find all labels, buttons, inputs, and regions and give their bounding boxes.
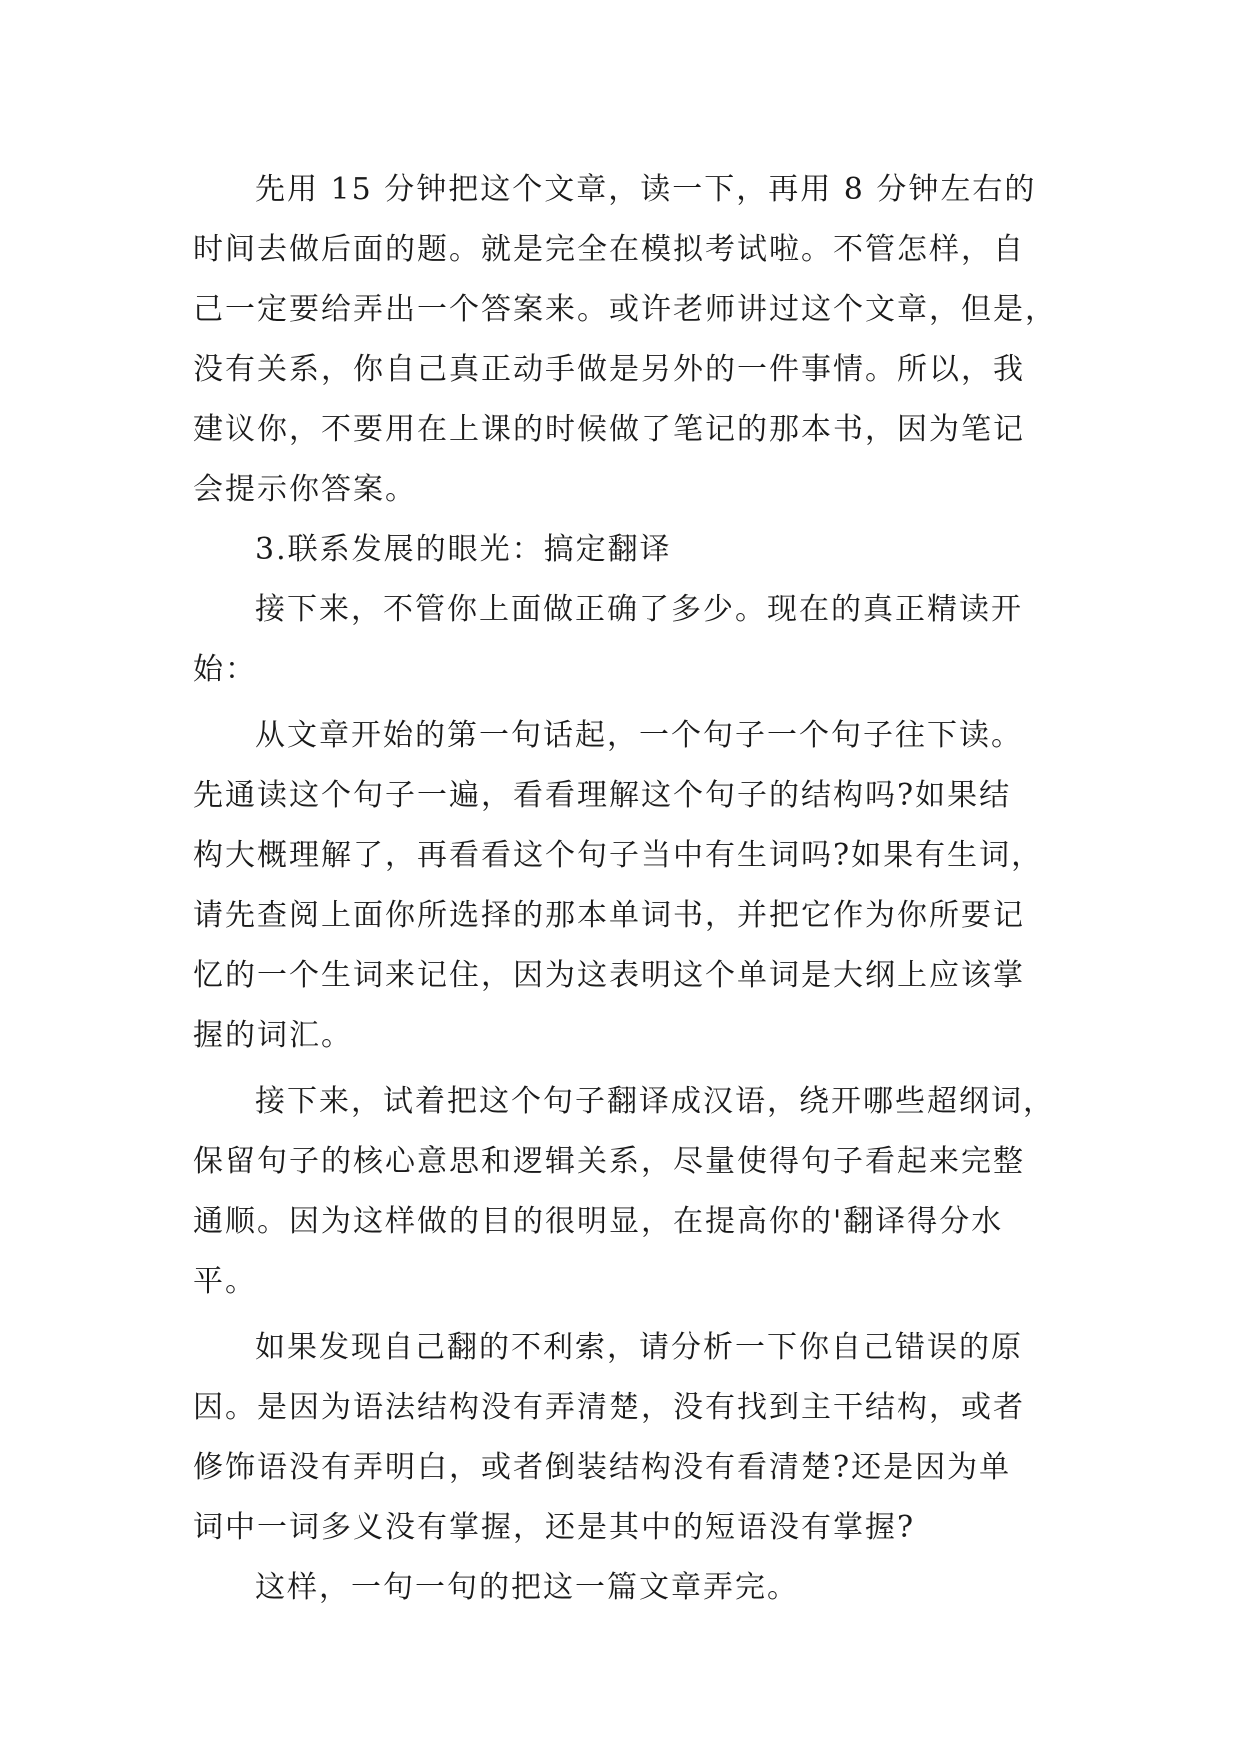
- paragraph-line: 通顺。因为这样做的目的很明显，在提高你的'翻译得分水: [193, 1204, 1004, 1239]
- paragraph-line: 这样，一句一句的把这一篇文章弄完。: [255, 1570, 799, 1605]
- paragraph-5: [193, 1072, 1055, 1312]
- paragraph-4: [193, 706, 1049, 1066]
- paragraph-line: 从文章开始的第一句话起，一个句子一个句子往下读。: [255, 718, 1023, 753]
- paragraph-1: [193, 160, 1057, 520]
- paragraph-6: [193, 1318, 1049, 1558]
- paragraph-line: 时间去做后面的题。就是完全在模拟考试啦。不管怎样，自: [193, 232, 1025, 267]
- paragraph-3: [193, 580, 1049, 700]
- paragraph-line: 因。是因为语法结构没有弄清楚，没有找到主干结构，或者: [193, 1390, 1025, 1425]
- paragraph-line: 如果发现自己翻的不利索，请分析一下你自己错误的原: [255, 1330, 1023, 1365]
- paragraph-line: 会提示你答案。: [193, 472, 417, 507]
- paragraph-line: 修饰语没有弄明白，或者倒装结构没有看清楚?还是因为单: [193, 1450, 1012, 1485]
- paragraph-line: 构大概理解了，再看看这个句子当中有生词吗?如果有生词，: [193, 838, 1044, 873]
- paragraph-line: 接下来，试着把这个句子翻译成汉语，绕开哪些超纲词，: [255, 1084, 1055, 1119]
- paragraph-line: 词中一词多义没有掌握，还是其中的短语没有掌握?: [193, 1510, 916, 1545]
- paragraph-line: 请先查阅上面你所选择的那本单词书，并把它作为你所要记: [193, 898, 1025, 933]
- paragraph-line: 握的词汇。: [193, 1018, 353, 1053]
- paragraph-line: 始：: [193, 652, 257, 687]
- document-body: [193, 160, 1057, 1618]
- paragraph-line: 己一定要给弄出一个答案来。或许老师讲过这个文章，但是，: [193, 292, 1057, 327]
- section-heading-text: 3.联系发展的眼光：搞定翻译: [255, 532, 672, 567]
- paragraph-line: 先用 15 分钟把这个文章，读一下，再用 8 分钟左右的: [255, 172, 1037, 207]
- paragraph-line: 平。: [193, 1264, 257, 1299]
- paragraph-line: 没有关系，你自己真正动手做是另外的一件事情。所以，我: [193, 352, 1025, 387]
- paragraph-line: 建议你，不要用在上课的时候做了笔记的那本书，因为笔记: [193, 412, 1025, 447]
- paragraph-line: 忆的一个生词来记住，因为这表明这个单词是大纲上应该掌: [193, 958, 1025, 993]
- paragraph-line: 接下来，不管你上面做正确了多少。现在的真正精读开: [255, 592, 1023, 627]
- paragraph-7: [193, 1558, 1049, 1618]
- section-heading: [193, 520, 1049, 580]
- paragraph-line: 先通读这个句子一遍，看看理解这个句子的结构吗?如果结: [193, 778, 1012, 813]
- paragraph-line: 保留句子的核心意思和逻辑关系，尽量使得句子看起来完整: [193, 1144, 1025, 1179]
